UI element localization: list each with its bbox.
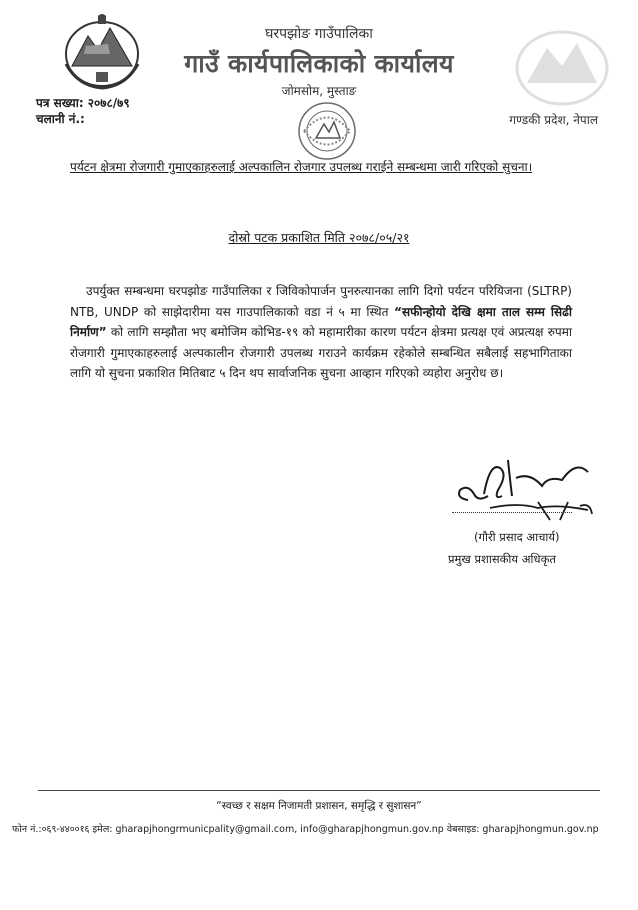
body-part-2: को लागि सम्झौता भए बमोजिम कोभिड-१९ को महामारीका कारण पर्यटन क्षेत्रमा प्रत्यक्ष एवं अप्रत्यक्ष रुपमा रोजगारी गुमाएकाहरुलाई अल्पकालीन रोजगारी उपलब्ध गराउने कार्यक्रम रहेकोले सम्बन्धित सबैलाई सहभागिताका लागि यो सुचना प्रकाशित मितिबाट ५ दिन थप सार्वाजनिक सुचना आव्हान गरिएको व्यहोरा अनुरोध छ।: [70, 325, 572, 380]
signer-title: प्रमुख प्रशासकीय अधिकृत: [448, 552, 556, 566]
notice-subject: पर्यटन क्षेत्रमा रोजगारी गुमाएकाहरुलाई अल्पकालिन रोजगार उपलब्ध गराईने सम्बन्धमा जारी गरिएको सुचना।: [70, 160, 533, 174]
footer-motto: “स्वच्छ र सक्षम निजामती प्रशासन, समृद्धि र सुशासन”: [216, 800, 422, 812]
footer-divider: [38, 790, 600, 791]
dispatch-number: चलानी नं.:: [36, 112, 85, 126]
signature-line: [452, 512, 572, 513]
signer-name: (गौरी प्रसाद आचार्य): [474, 530, 560, 544]
publication-date: दोस्रो पटक प्रकाशित मिति २०७८/०५/२१: [228, 230, 410, 245]
footer-contact: फोन नं.:०६९-४४००१६ इमेल: gharapjhongrmunicpality@gmail.com, info@gharapjhongmun.gov.np वेबसाइड: gharapjhongmun.gov.np: [12, 824, 599, 835]
municipality-name: घरपझोङ गाउँपालिका: [265, 26, 373, 42]
body-part-1: उपर्युक्त सम्बन्धमा घरपझोङ गाउँपालिका र जिविकोपार्जन पुनरुत्यानका लागि दिगो पर्यटन परियिजना (SLTRP) NTB, UNDP को साझेदारीमा यस गाउपालिकाको वडा नं ५ मा स्थित: [70, 284, 572, 319]
signature-image: [438, 450, 608, 530]
office-location: जोमसोम, मुस्ताङ: [281, 84, 357, 98]
office-seal-stamp: [296, 100, 358, 162]
notice-body: [70, 281, 572, 384]
reference-number: पत्र सख्या: २०७८/७९: [36, 96, 130, 110]
office-title: गाउँ कार्यपालिकाको कार्यालय: [184, 49, 454, 78]
province-label: गण्डकी प्रदेश, नेपाल: [509, 113, 598, 127]
project-title: “सफीन्होयो देखि क्षमा ताल सम्म सिढी निर्माण”: [70, 304, 572, 339]
